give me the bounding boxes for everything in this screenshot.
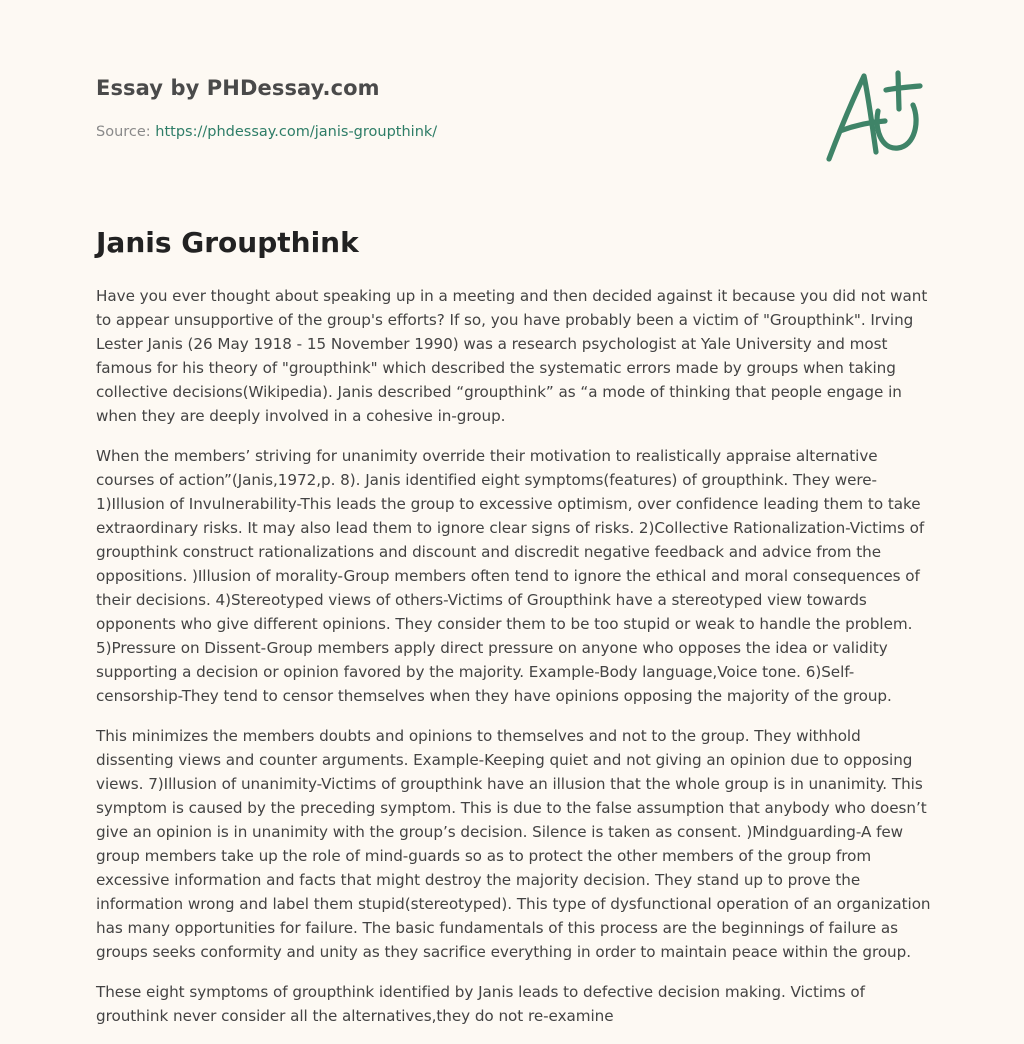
essay-title: Janis Groupthink [96,226,359,259]
source-link[interactable]: https://phdessay.com/janis-groupthink/ [155,124,438,140]
essay-paragraph: Have you ever thought about speaking up in a meeting and then decided against it because you did not want to appear unsupportive of the group's efforts? If so, you have probably been a victim of "Groupthink". Irving Lester Janis (26 May 1918 - 15 November 1990) was a research psychologist at Yale University and most famous for his theory of "groupthink" which described the systematic errors made by groups when taking collective decisions(Wikipedia). Janis described “groupthink” as “a mode of thinking that people engage in when they are deeply involved in a cohesive in-group. [96,287,928,425]
essay-paragraph: These eight symptoms of groupthink identified by Janis leads to defective decision making. Victims of grouthink never consider all the alternatives,they do not re-examine [96,983,865,1025]
essay-paragraph: When the members’ striving for unanimity override their motivation to realistically appraise alternative courses of action”(Janis,1972,p. 8). Janis identified eight symptoms(features) of groupthink. They were- 1)Illusion of Invulnerability-This leads the group to excessive optimism, over confidence leading them to take extraordinary risks. It may also lead them to ignore clear signs of risks. 2)Collective Rationalization-Victims of groupthink construct rationalizations and discount and discredit negative feedback and advice from the oppositions. )Illusion of morality-Group members often tend to ignore the ethical and moral consequences of their decisions. 4)Stereotyped views of others-Victims of Groupthink have a stereotyped view towards opponents who give different opinions. They consider them to be too stupid or weak to handle the problem. 5)Pressure on Dissent-Group members apply direct pressure on anyone who opposes the idea or validity supporting a decision or opinion favored by the majority. Example-Body language,Voice tone. 6)Self-censorship-They tend to censor themselves when they have opinions opposing the majority of the group. [96,447,925,705]
source-label: Source: [96,124,151,140]
essay-body [96,284,932,1044]
brand-title: Essay by PHDessay.com [96,76,380,100]
source-line [96,124,437,140]
essay-paragraph: This minimizes the members doubts and opinions to themselves and not to the group. They withhold dissenting views and counter arguments. Example-Keeping quiet and not giving an opinion due to opposing views. 7)Illusion of unanimity-Victims of groupthink have an illusion that the whole group is in unanimity. This symptom is caused by the preceding symptom. This is due to the false assumption that anybody who doesn’t give an opinion is in unanimity with the group’s decision. Silence is taken as consent. )Mindguarding-A few group members take up the role of mind-guards so as to protect the other members of the group from excessive information and facts that might destroy the majority decision. They stand up to prove the information wrong and label them stupid(stereotyped). This type of dysfunctional operation of an organization has many opportunities for failure. The basic fundamentals of this process are the beginnings of failure as groups seeks conformity and unity as they sacrifice everything in order to maintain peace within the group. [96,727,931,961]
a-plus-logo-icon [822,68,926,164]
